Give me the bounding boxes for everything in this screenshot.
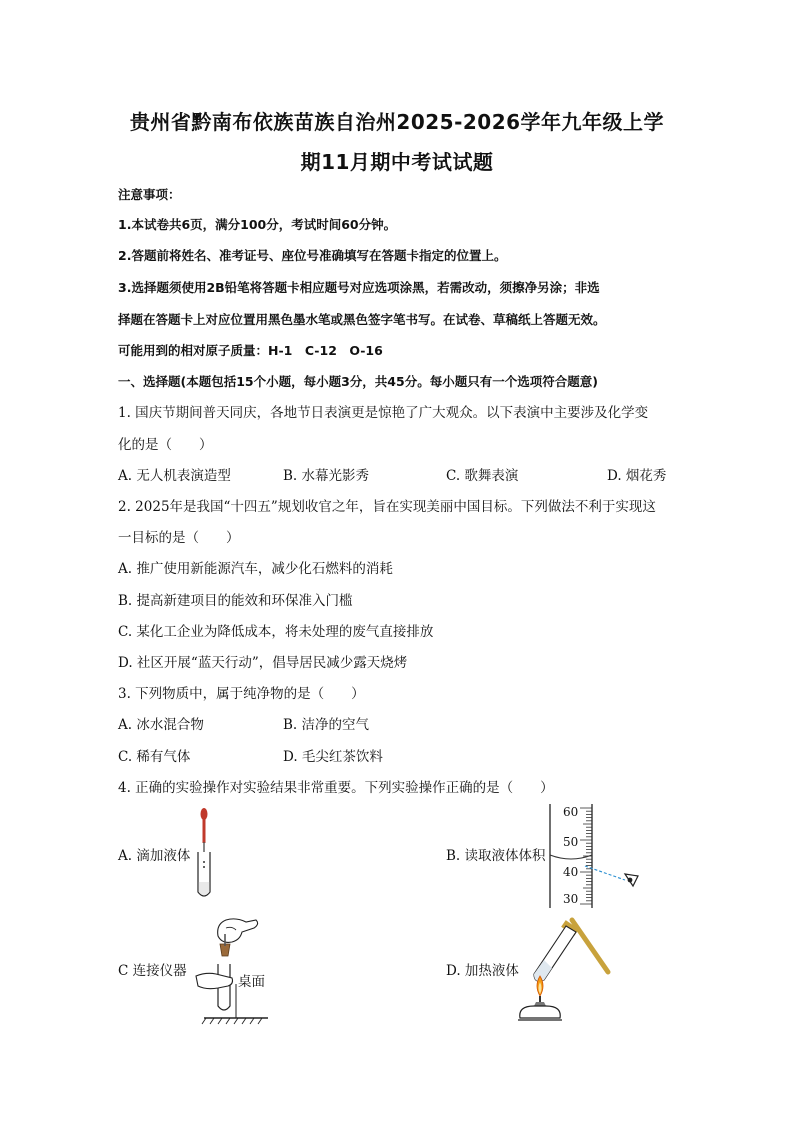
dropper-testtube-figure [193,806,223,902]
q2-stem-line-2: 一目标的是（ ） [118,530,240,546]
dropper-stem [203,819,206,843]
heating-liquid-figure [510,916,614,1026]
page-title-line-2: 期11月期中考试试题 [300,150,494,174]
q1-stem-line-2: 化的是（ ） [118,437,213,453]
cylinder-tick-label-30: 30 [563,892,579,906]
q2-option-b: B. 提高新建项目的能效和环保准入门槛 [118,593,353,609]
q3-option-b: B. 洁净的空气 [283,717,370,733]
q1-option-b: B. 水幕光影秀 [283,468,370,484]
q3-option-c: C. 稀有气体 [118,749,191,765]
q3-stem: 3. 下列物质中，属于纯净物的是（ ） [118,686,365,702]
desk-label: 桌面 [238,974,265,990]
q4-stem: 4. 正确的实验操作对实验结果非常重要。下列实验操作正确的是（ ） [118,780,554,796]
q4-option-a-label: A. 滴加液体 [118,848,191,864]
q3-option-d: D. 毛尖红茶饮料 [283,749,383,765]
cylinder-tick-label-40: 40 [563,865,579,879]
q4-option-c-label: C 连接仪器 [118,963,187,979]
q4-option-d-label: D. 加热液体 [446,963,519,979]
notice-item-1: 1.本试卷共6页，满分100分，考试时间60分钟。 [118,217,397,232]
atomic-mass-line: 可能用到的相对原子质量：H-1 C-12 O-16 [118,343,383,358]
q1-option-a: A. 无人机表演造型 [118,468,231,484]
notice-heading: 注意事项： [118,187,181,202]
q1-stem-line-1: 1. 国庆节期间普天同庆，各地节日表演更是惊艳了广大观众。以下表演中主要涉及化学变 [118,405,649,421]
dropper-bulb [201,808,208,820]
notice-item-3-cont: 择题在答题卡上对应位置用黑色墨水笔或黑色签字笔书写。在试卷、草稿纸上答题无效。 [118,312,606,327]
q2-option-a: A. 推广使用新能源汽车，减少化石燃料的消耗 [118,561,393,577]
alcohol-lamp [520,1006,560,1018]
q2-option-c: C. 某化工企业为降低成本，将未处理的废气直接排放 [118,624,434,640]
section-1-heading: 一、选择题(本题包括15个小题，每小题3分，共45分。每小题只有一个选项符合题意) [118,374,598,389]
notice-item-3: 3.选择题须使用2B铅笔将答题卡相应题号对应选项涂黑，若需改动，须擦净另涂；非选 [118,280,600,295]
q2-option-d: D. 社区开展“蓝天行动”，倡导居民减少露天烧烤 [118,655,408,671]
liquid-meniscus [550,855,592,859]
page-title-line-1: 贵州省黔南布依族苗族自治州2025-2026学年九年级上学 [129,110,665,134]
cylinder-tick-label-60: 60 [563,805,579,819]
notice-item-2: 2.答题前将姓名、准考证号、座位号准确填写在答题卡指定的位置上。 [118,248,507,263]
q1-option-c: C. 歌舞表演 [446,468,519,484]
stopper-connection-figure [196,914,276,1026]
eye-icon [625,874,638,886]
q3-option-a: A. 冰水混合物 [118,717,204,733]
graduated-cylinder-figure [545,804,645,908]
test-tube-holder [572,920,608,972]
q4-option-b-label: B. 读取液体体积 [446,848,546,864]
q2-stem-line-1: 2. 2025年是我国“十四五”规划收官之年，旨在实现美丽中国目标。下列做法不利于实现这 [118,499,656,515]
cylinder-tick-label-50: 50 [563,835,579,849]
desk-hatching [202,1018,262,1024]
sight-line [585,866,625,880]
upper-hand-icon [218,919,258,943]
q1-option-d: D. 烟花秀 [607,468,667,484]
tube-liquid [199,882,210,895]
